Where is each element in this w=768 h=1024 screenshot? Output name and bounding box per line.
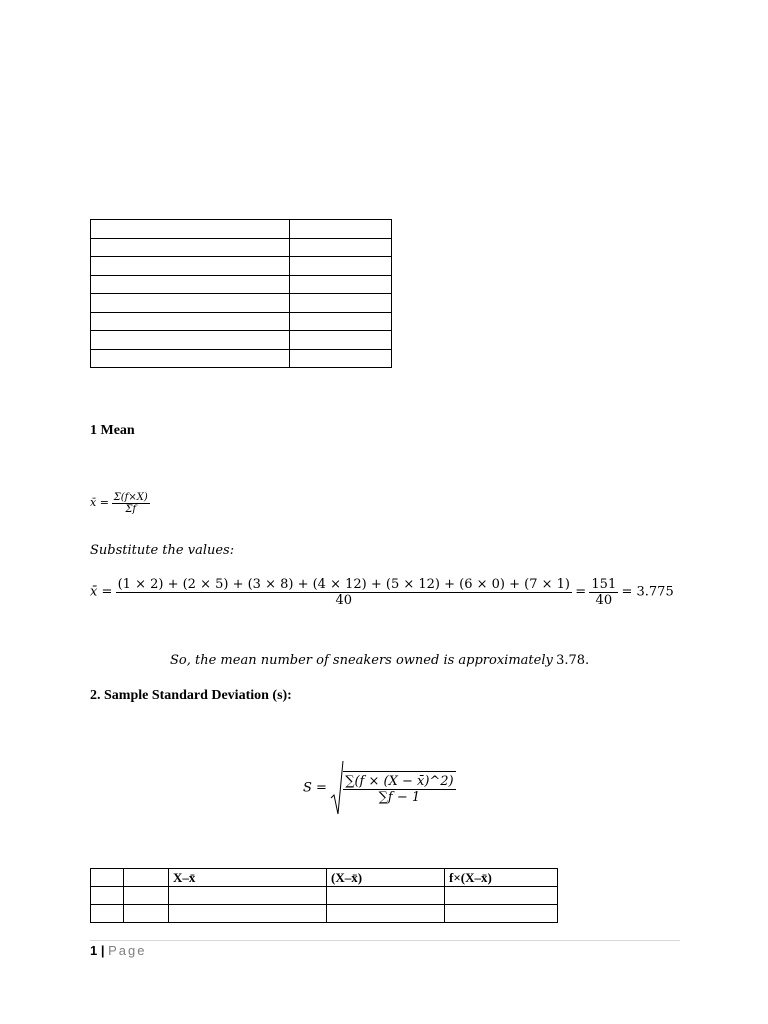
deviation-table-header [91, 869, 558, 887]
table-cell [91, 257, 290, 276]
footer-separator: | [100, 943, 105, 958]
table-header-cell: f×(X–x̄) [445, 869, 558, 887]
std-dev-formula-fraction [343, 771, 455, 805]
table-cell [91, 887, 124, 905]
table-cell [91, 312, 290, 331]
table-cell [290, 275, 392, 294]
table-cell [290, 312, 392, 331]
mean-calc-denominator: 40 [116, 592, 572, 608]
table-cell [91, 238, 290, 257]
footer-divider [90, 940, 680, 941]
mean-calc-fraction [116, 577, 572, 608]
std-dev-formula [303, 760, 456, 816]
mean-calc-equals: = [575, 584, 587, 600]
table-cell [327, 905, 445, 923]
table-cell [124, 887, 169, 905]
page-footer [90, 943, 147, 958]
table-row [91, 331, 392, 350]
table-cell [327, 887, 445, 905]
table-cell [290, 331, 392, 350]
table-cell [169, 905, 327, 923]
mean-conclusion [170, 652, 589, 668]
mean-calculation [90, 577, 674, 608]
table-row [91, 238, 392, 257]
section-heading-std-dev: 2. Sample Standard Deviation (s): [90, 688, 292, 703]
table-header-cell: (X–x̄) [327, 869, 445, 887]
table-cell [169, 887, 327, 905]
table-cell [91, 349, 290, 368]
mean-formula-lhs: x̄ = [90, 496, 109, 510]
mean-result-denominator: 40 [589, 592, 618, 608]
mean-formula-fraction [112, 492, 150, 515]
table-cell [124, 905, 169, 923]
substitute-label: Substitute the values: [90, 543, 235, 558]
table-row [91, 294, 392, 313]
mean-result-fraction [589, 577, 618, 608]
mean-calc-numerator: (1 × 2) + (2 × 5) + (3 × 8) + (4 × 12) + (5 × 12) + (6 × 0) + (7 × 1) [117, 577, 570, 592]
table-row [91, 349, 392, 368]
table-row [91, 887, 558, 905]
frequency-table-body [91, 220, 392, 368]
table-row [91, 312, 392, 331]
section-heading-mean: 1 Mean [90, 423, 135, 438]
table-cell [445, 887, 558, 905]
table-row [91, 220, 392, 239]
mean-formula-denominator: Σf [112, 503, 150, 515]
table-cell [290, 349, 392, 368]
deviation-table-body [91, 887, 558, 923]
mean-result-value: = 3.775 [621, 584, 674, 600]
table-cell [91, 275, 290, 294]
std-dev-formula-denominator: ∑f − 1 [343, 789, 455, 805]
std-dev-formula-lhs: S = [303, 780, 327, 796]
mean-conclusion-value: 3.78. [556, 653, 590, 668]
table-cell [91, 294, 290, 313]
table-header-cell: X–x̄ [169, 869, 327, 887]
mean-result-numerator: 151 [591, 577, 617, 592]
table-cell [290, 294, 392, 313]
table-cell [290, 238, 392, 257]
table-cell [91, 331, 290, 350]
table-header-row [91, 869, 558, 887]
page-number: 1 [90, 943, 98, 958]
mean-calc-lhs: x̄ = [90, 584, 113, 600]
deviation-table [90, 868, 558, 923]
std-dev-formula-numerator: ∑(f × (X − x̄)^2) [345, 774, 454, 789]
mean-conclusion-text: So, the mean number of sneakers owned is approximately [170, 653, 553, 668]
table-header-cell [124, 869, 169, 887]
table-row [91, 275, 392, 294]
table-row [91, 257, 392, 276]
table-header-cell [91, 869, 124, 887]
table-row [91, 905, 558, 923]
table-cell [91, 905, 124, 923]
frequency-table [90, 219, 392, 368]
table-cell [290, 257, 392, 276]
table-cell [290, 220, 392, 239]
mean-formula [90, 492, 150, 515]
table-cell [91, 220, 290, 239]
square-root-icon [330, 760, 344, 816]
page-label: Page [108, 943, 147, 958]
mean-formula-numerator: Σ(f×X) [113, 492, 148, 503]
table-cell [445, 905, 558, 923]
